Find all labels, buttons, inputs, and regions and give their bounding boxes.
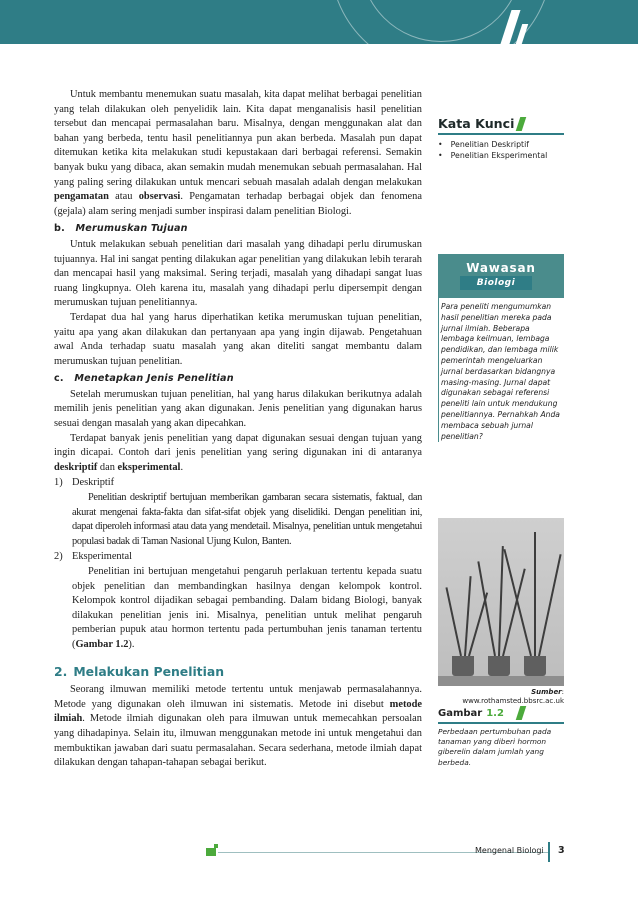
top-banner <box>0 0 638 44</box>
paragraph: Terdapat dua hal yang harus diperhatikan ketika merumuskan tujuan penelitian, yaitu apa yang akan dilakukan dan pertanyaan apa yang ingin dijawab. Pengetahuan awal Anda terhadap suatu masalah yang akan diteliti sangat membantu dalam merumuskan tujuan penelitian. <box>54 311 422 367</box>
list-item: • Penelitian Deskriptif <box>438 139 564 150</box>
plant-stem <box>477 561 495 656</box>
plant-stem <box>538 554 561 656</box>
paragraph: Terdapat banyak jenis penelitian yang dapat digunakan sesuai dengan tujuan yang ingin dicapai. Contoh dari jenis penelitian yang sering digunakan ini di antaranya deskriptif dan eksperimental. <box>54 432 422 473</box>
wawasan-body: Para peneliti mengumumkan hasil penelitian mereka pada jurnal ilmiah. Beberapa lembaga keilmuan, lembaga pendidikan, dan lembaga milik pemerintah mengeluarkan jurnal berdasarkan bidangnya masing-masing. Jurnal dapat digunakan sebagai referensi peneliti lain untuk mendukung penelitiannya. Pernahkah Anda membaca sebuah jurnal penelitian? <box>438 298 564 442</box>
paragraph: Seorang ilmuwan memiliki metode tertentu untuk menjawab permasalahannya. Metode yang digunakan oleh ilmuwan ini sistematis. Metode ini disebut metode ilmiah. Metode ilmiah digunakan oleh para ilmuwan untuk memecahkan persoalan yang dihadapinya. Selain itu, ilmuwan menggunakan metode ini untuk mengetahui dan membuktikan jawaban dari suatu permasalahan. Secara sederhana, metode ilmiah dapat dilakukan dengan tahapan-tahapan sebagai berikut. <box>54 684 422 769</box>
keyword-list <box>438 139 564 161</box>
list-item-body: Penelitian deskriptif bertujuan memberikan gambaran secara sistematis, faktual, dan akurat mengenai fakta-fakta dan sifat-sifat objek yang diselidiki. Dengan penelitian ini, dapat diperoleh informasi atau data yang mendetail. Misalnya, penelitian untuk mengetahui populasi badak di Taman Nasional Ujung Kulon, Banten. <box>72 492 422 547</box>
plant-photo <box>438 518 564 686</box>
page-footer <box>0 840 638 870</box>
keyword-box-title: Kata Kunci <box>438 116 564 131</box>
photo-table <box>438 676 564 686</box>
list-item-body: Penelitian ini bertujuan mengetahui pengaruh perlakuan tertentu kepada suatu objek penelitian dan membandingkan hasilnya dengan kelompok kontrol. Kelompok kontrol dijadikan sebagai pembanding. Dalam bidang Biologi, banyak dilakukan penelitian jenis ini. Misalnya, penelitian untuk melihat pengaruh pemberian pupuk atau hormon tertentu pada pertumbuhan jenis tanaman tertentu (Gambar 1.2). <box>72 566 422 650</box>
plant-stem <box>498 546 503 656</box>
plant-pot <box>488 656 510 676</box>
subheading-c: c. Menetapkan Jenis Penelitian <box>54 373 234 385</box>
list-item: • Penelitian Eksperimental <box>438 150 564 161</box>
divider <box>438 722 564 724</box>
plant-stem <box>502 568 525 656</box>
figure-caption: Perbedaan pertumbuhan pada tanaman yang diberi hormon giberelin dalam jumlah yang berbeda. <box>438 726 552 767</box>
paragraph: Setelah merumuskan tujuan penelitian, hal yang harus dilakukan berikutnya adalah memilih jenis penelitian yang akan digunakan. Jenis penelitian yang digunakan harus sesuai dengan masalah yang akan dipecahkan. <box>54 388 422 430</box>
plant-stem <box>464 576 471 656</box>
footer-square-icon <box>214 844 218 848</box>
plant-stem <box>503 549 531 656</box>
paragraph: Untuk melakukan sebuah penelitian dari masalah yang dihadapi perlu dirumuskan tujuannya. Hal ini sangat penting dilakukan agar penelitian yang dilakukan lebih terarah dan mencapai hasil yang maksimal. Sering terjadi, masalah yang dihadapi sangat luas ruang lingkupnya. Oleh karena itu, masalah yang dihadapi perlu dipersempit dengan merumuskan tujuan penelitiannya. <box>54 238 422 309</box>
plant-stem <box>534 532 536 656</box>
subheading-b: b. Merumuskan Tujuan <box>54 223 188 235</box>
wawasan-header: Wawasan Biologi <box>438 254 564 298</box>
book-title: Mengenal Biologi <box>475 846 544 855</box>
figure-label: Gambar 1.2 <box>438 706 564 720</box>
slash-icon <box>516 117 527 131</box>
intro-paragraph: Untuk membantu menemukan suatu masalah, kita dapat melihat berbagai penelitian yang telah dilakukan oleh penyelidik lain. Kita dapat menganalisis hasil penelitian tersebut dan mencapai permasalahan baru. Misalnya, dengan menggunakan alat dan bahan yang berbeda, tentu hasil penelitiannya pun akan berbeda. Masalah pun dapat ditemukan ketika kita melakukan studi kepustakaan dari berbagai referensi. Semakin banyak buku yang dibaca, akan semakin mudah menemukan sebuah permasalahan. Hal yang paling sering dilakukan untuk mencari sebuah masalah adalah dengan melakukan pengamatan atau observasi. Pengamatan terhadap berbagai objek dan fenomena (gejala) alam sering menjadi sumber inspirasi dalam penelitian Biologi. <box>54 89 422 217</box>
footer-square-icon <box>206 848 216 856</box>
plant-stem <box>445 587 461 656</box>
divider <box>438 133 564 135</box>
plant-pot <box>452 656 474 676</box>
list-item-eksperimental: 2) Eksperimental <box>54 551 133 563</box>
slash-icon <box>516 706 527 720</box>
figure-source: Sumber: www.rothamsted.bbsrc.ac.uk <box>462 688 564 705</box>
plant-pot <box>524 656 546 676</box>
main-column <box>54 88 422 771</box>
section-heading: 2. Melakukan Penelitian <box>54 663 225 679</box>
page-number: 3 <box>558 845 565 856</box>
keyword-box <box>438 116 564 161</box>
footer-divider <box>548 842 550 862</box>
wawasan-box <box>438 254 564 442</box>
figure-caption-box <box>438 706 564 768</box>
list-item-deskriptif: 1) Deskriptif <box>54 477 115 489</box>
